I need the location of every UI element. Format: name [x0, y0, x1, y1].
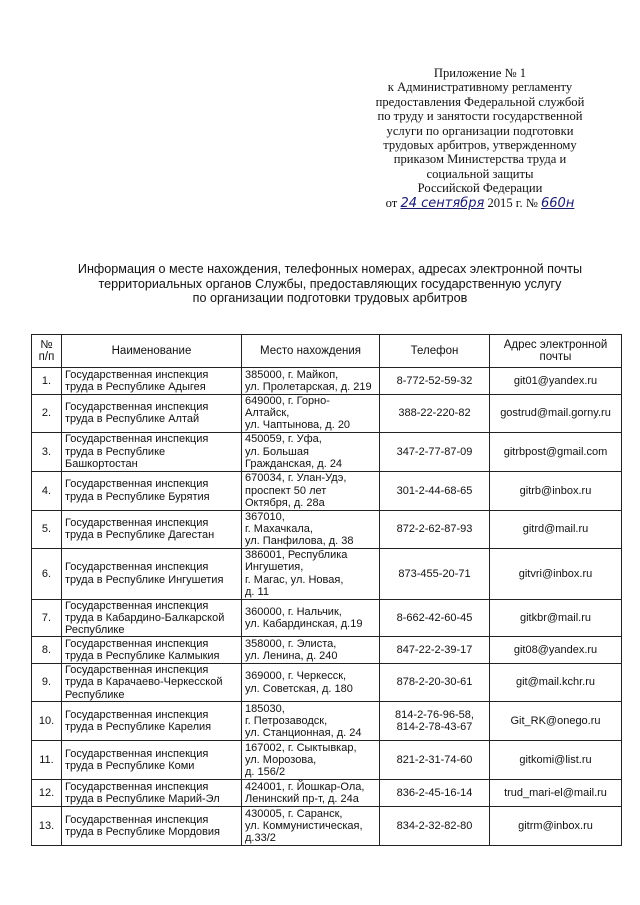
appendix-line: услуги по организации подготовки — [386, 123, 574, 138]
cell-email: trud_mari-el@mail.ru — [490, 779, 622, 806]
date-year: 2015 г. № — [487, 195, 538, 210]
appendix-line: приказом Министерства труда и — [393, 152, 567, 167]
cell-phone: 834-2-32-82-80 — [380, 806, 490, 845]
handwritten-date: 24 сентября — [400, 195, 485, 211]
cell-phone: 878-2-20-30-61 — [380, 664, 490, 702]
cell-email: gitrbpost@gmail.com — [490, 432, 622, 471]
appendix-line: социальной защиты — [426, 166, 534, 181]
table-row — [32, 599, 622, 637]
table-row — [32, 806, 622, 845]
cell-phone: 847-22-2-39-17 — [380, 637, 490, 664]
cell-num: 12. — [32, 779, 62, 806]
cell-address: 430005, г. Саранск, ул. Коммунистическая, д.33/2 — [242, 806, 380, 845]
cell-name: Государственная инспекция труда в Республике Мордовия — [62, 806, 242, 845]
cell-num: 9. — [32, 664, 62, 702]
table-row — [32, 779, 622, 806]
table-row — [32, 701, 622, 740]
offices-table — [31, 334, 622, 846]
cell-email: git@mail.kchr.ru — [490, 664, 622, 702]
cell-address: 424001, г. Йошкар-Ола, Ленинский пр-т, д. 24а — [242, 779, 380, 806]
header-phone: Телефон — [380, 335, 490, 368]
cell-num: 2. — [32, 395, 62, 433]
cell-num: 10. — [32, 701, 62, 740]
cell-name: Государственная инспекция труда в Республике Коми — [62, 740, 242, 779]
cell-email: git01@yandex.ru — [490, 368, 622, 395]
cell-address: 369000, г. Черкесск, ул. Советская, д. 180 — [242, 664, 380, 702]
table-row — [32, 740, 622, 779]
appendix-line: предоставления Федеральной службой — [375, 94, 585, 109]
table-row — [32, 432, 622, 471]
appendix-line: к Административному регламенту — [387, 80, 573, 95]
cell-name: Государственная инспекция труда в Республике Адыгея — [62, 368, 242, 395]
appendix-line: Российской Федерации — [417, 181, 543, 196]
cell-address: 670034, г. Улан-Удэ, проспект 50 лет Октября, д. 28а — [242, 471, 380, 510]
table-row — [32, 510, 622, 548]
cell-email: gitkbr@mail.ru — [490, 599, 622, 637]
cell-address: 367010, г. Махачкала, ул. Панфилова, д. 38 — [242, 510, 380, 548]
cell-phone: 873-455-20-71 — [380, 548, 490, 599]
table-row — [32, 395, 622, 433]
cell-num: 8. — [32, 637, 62, 664]
cell-address: 360000, г. Нальчик, ул. Кабардинская, д.19 — [242, 599, 380, 637]
title-line: территориальных органов Службы, предоставляющих государственную услугу — [98, 276, 562, 291]
table-row — [32, 637, 622, 664]
cell-name: Государственная инспекция труда в Республике Дагестан — [62, 510, 242, 548]
table-row — [32, 471, 622, 510]
page-title — [60, 262, 600, 306]
cell-name: Государственная инспекция труда в Республике Калмыкия — [62, 637, 242, 664]
cell-address: 358000, г. Элиста, ул. Ленина, д. 240 — [242, 637, 380, 664]
header-num: № п/п — [32, 335, 62, 368]
cell-email: gitrb@inbox.ru — [490, 471, 622, 510]
cell-address: 386001, Республика Ингушетия, г. Магас, ул. Новая, д. 11 — [242, 548, 380, 599]
cell-phone: 836-2-45-16-14 — [380, 779, 490, 806]
header-email: Адрес электронной почты — [490, 335, 622, 368]
cell-name: Государственная инспекция труда в Республике Карелия — [62, 701, 242, 740]
cell-name: Государственная инспекция труда в Республике Бурятия — [62, 471, 242, 510]
cell-address: 649000, г. Горно- Алтайск, ул. Чаптынова, д. 20 — [242, 395, 380, 433]
appendix-line: Приложение № 1 — [433, 66, 527, 80]
cell-num: 13. — [32, 806, 62, 845]
order-date-line — [340, 196, 620, 211]
cell-name: Государственная инспекция труда в Республике Башкортостан — [62, 432, 242, 471]
title-line: Информация о месте нахождения, телефонных номерах, адресах электронной почты — [77, 262, 583, 276]
cell-phone: 301-2-44-68-65 — [380, 471, 490, 510]
cell-phone: 8-772-52-59-32 — [380, 368, 490, 395]
table-row — [32, 664, 622, 702]
header-name: Наименование — [62, 335, 242, 368]
date-prefix: от — [385, 195, 398, 210]
appendix-line: по труду и занятости государственной — [377, 109, 583, 124]
appendix-line: трудовых арбитров, утвержденному — [383, 138, 577, 153]
table-row — [32, 548, 622, 599]
cell-name: Государственная инспекция труда в Республике Ингушетия — [62, 548, 242, 599]
cell-num: 1. — [32, 368, 62, 395]
cell-email: gitrm@inbox.ru — [490, 806, 622, 845]
header-address: Место нахождения — [242, 335, 380, 368]
cell-phone: 821-2-31-74-60 — [380, 740, 490, 779]
cell-phone: 347-2-77-87-09 — [380, 432, 490, 471]
cell-num: 6. — [32, 548, 62, 599]
cell-num: 4. — [32, 471, 62, 510]
cell-name: Государственная инспекция труда в Республике Алтай — [62, 395, 242, 433]
cell-name: Государственная инспекция труда в Карачаево-Черкесской Республике — [62, 664, 242, 702]
cell-address: 385000, г. Майкоп, ул. Пролетарская, д. 219 — [242, 368, 380, 395]
appendix-block — [340, 66, 620, 211]
table-row — [32, 368, 622, 395]
cell-address: 185030, г. Петрозаводск, ул. Станционная, д. 24 — [242, 701, 380, 740]
cell-email: gitkomi@list.ru — [490, 740, 622, 779]
table-header-row — [32, 335, 622, 368]
cell-phone: 8-662-42-60-45 — [380, 599, 490, 637]
cell-num: 7. — [32, 599, 62, 637]
cell-num: 11. — [32, 740, 62, 779]
cell-num: 3. — [32, 432, 62, 471]
cell-phone: 388-22-220-82 — [380, 395, 490, 433]
cell-email: gitrd@mail.ru — [490, 510, 622, 548]
cell-name: Государственная инспекция труда в Республике Марий-Эл — [62, 779, 242, 806]
cell-email: gostrud@mail.gorny.ru — [490, 395, 622, 433]
cell-phone: 872-2-62-87-93 — [380, 510, 490, 548]
title-line: по организации подготовки трудовых арбитров — [192, 291, 468, 306]
cell-name: Государственная инспекция труда в Кабардино-Балкарской Республике — [62, 599, 242, 637]
cell-email: Git_RK@onego.ru — [490, 701, 622, 740]
cell-address: 167002, г. Сыктывкар, ул. Морозова, д. 156/2 — [242, 740, 380, 779]
cell-email: gitvri@inbox.ru — [490, 548, 622, 599]
cell-num: 5. — [32, 510, 62, 548]
cell-phone: 814-2-76-96-58, 814-2-78-43-67 — [380, 701, 490, 740]
cell-address: 450059, г. Уфа, ул. Большая Гражданская, д. 24 — [242, 432, 380, 471]
cell-email: git08@yandex.ru — [490, 637, 622, 664]
handwritten-order-number: 660н — [541, 195, 575, 211]
